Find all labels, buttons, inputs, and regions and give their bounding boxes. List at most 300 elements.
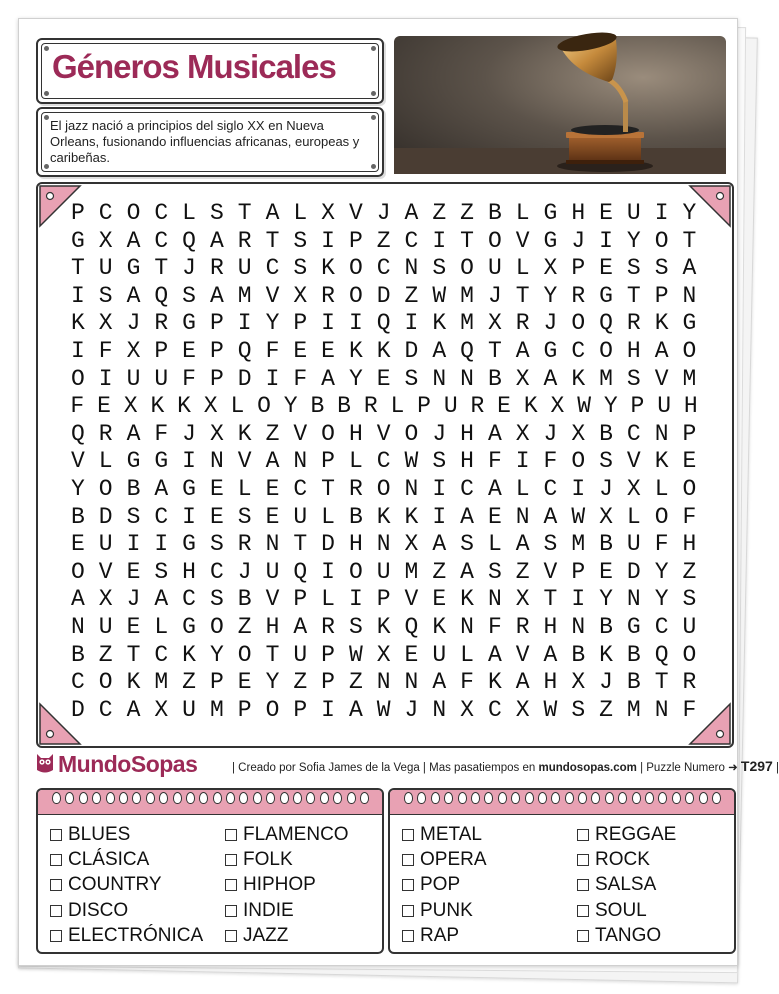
grid-letter[interactable]: S bbox=[682, 586, 697, 613]
grid-letter[interactable]: Z bbox=[182, 669, 196, 696]
grid-letter[interactable]: R bbox=[363, 393, 378, 420]
grid-letter[interactable]: N bbox=[571, 613, 586, 640]
word-list-item[interactable] bbox=[402, 822, 487, 847]
grid-letter[interactable]: O bbox=[70, 365, 85, 392]
grid-letter[interactable]: V bbox=[265, 586, 280, 613]
grid-letter[interactable]: O bbox=[348, 282, 363, 309]
grid-letter[interactable]: N bbox=[404, 255, 419, 282]
grid-letter[interactable]: E bbox=[97, 393, 111, 420]
grid-letter[interactable]: H bbox=[543, 613, 558, 640]
grid-letter[interactable]: Z bbox=[237, 613, 252, 640]
grid-letter[interactable]: T bbox=[626, 282, 641, 309]
grid-letter[interactable]: P bbox=[209, 365, 224, 392]
grid-letter[interactable]: E bbox=[126, 613, 141, 640]
grid-letter[interactable]: G bbox=[182, 475, 196, 502]
grid-letter[interactable]: E bbox=[209, 503, 224, 530]
grid-letter[interactable]: L bbox=[230, 393, 245, 420]
grid-letter[interactable]: I bbox=[70, 337, 85, 364]
grid-letter[interactable]: C bbox=[626, 420, 641, 447]
grid-letter[interactable]: D bbox=[404, 337, 419, 364]
grid-letter[interactable]: C bbox=[376, 255, 391, 282]
grid-letter[interactable]: U bbox=[487, 255, 502, 282]
word-list-item[interactable] bbox=[225, 923, 349, 948]
grid-letter[interactable]: C bbox=[98, 200, 113, 226]
grid-letter[interactable]: X bbox=[203, 393, 218, 420]
grid-letter[interactable]: W bbox=[348, 641, 363, 668]
grid-letter[interactable]: R bbox=[626, 310, 641, 337]
word-list-item[interactable] bbox=[50, 847, 203, 872]
grid-letter[interactable]: B bbox=[126, 475, 141, 502]
word-list-item[interactable] bbox=[225, 873, 349, 898]
grid-letter[interactable]: O bbox=[265, 696, 280, 723]
grid-letter[interactable]: U bbox=[657, 393, 672, 420]
checkbox-icon[interactable] bbox=[50, 879, 62, 891]
grid-letter[interactable]: A bbox=[487, 641, 502, 668]
grid-letter[interactable]: S bbox=[209, 586, 224, 613]
word-list-item[interactable] bbox=[577, 822, 676, 847]
grid-letter[interactable]: B bbox=[70, 641, 85, 668]
grid-letter[interactable]: I bbox=[126, 531, 141, 558]
grid-letter[interactable]: G bbox=[543, 337, 558, 364]
grid-letter[interactable]: A bbox=[515, 337, 530, 364]
grid-letter[interactable]: X bbox=[209, 420, 224, 447]
grid-letter[interactable]: I bbox=[265, 365, 280, 392]
grid-letter[interactable]: J bbox=[182, 420, 196, 447]
grid-letter[interactable]: R bbox=[515, 613, 530, 640]
grid-letter[interactable]: W bbox=[432, 282, 447, 309]
grid-letter[interactable]: B bbox=[599, 531, 613, 558]
word-list-item[interactable] bbox=[50, 898, 203, 923]
grid-letter[interactable]: X bbox=[98, 310, 113, 337]
grid-letter[interactable]: M bbox=[682, 365, 697, 392]
grid-letter[interactable]: U bbox=[626, 200, 641, 226]
grid-letter[interactable]: I bbox=[70, 282, 85, 309]
grid-letter[interactable]: P bbox=[376, 586, 391, 613]
grid-letter[interactable]: V bbox=[626, 448, 641, 475]
grid-letter[interactable]: A bbox=[209, 227, 224, 254]
grid-letter[interactable]: A bbox=[460, 503, 474, 530]
grid-letter[interactable]: V bbox=[265, 282, 280, 309]
grid-letter[interactable]: C bbox=[154, 641, 169, 668]
grid-letter[interactable]: H bbox=[543, 669, 558, 696]
grid-letter[interactable]: X bbox=[550, 393, 565, 420]
grid-letter[interactable]: L bbox=[515, 475, 530, 502]
grid-letter[interactable]: I bbox=[348, 586, 363, 613]
grid-letter[interactable]: W bbox=[376, 696, 391, 723]
grid-letter[interactable]: Q bbox=[654, 641, 669, 668]
grid-letter[interactable]: H bbox=[182, 558, 196, 585]
grid-letter[interactable]: K bbox=[432, 310, 447, 337]
grid-letter[interactable]: A bbox=[543, 641, 558, 668]
grid-letter[interactable]: P bbox=[209, 669, 224, 696]
grid-letter[interactable]: E bbox=[126, 558, 141, 585]
grid-letter[interactable]: X bbox=[293, 282, 308, 309]
grid-letter[interactable]: I bbox=[432, 475, 447, 502]
grid-letter[interactable]: W bbox=[543, 696, 558, 723]
grid-letter[interactable]: L bbox=[348, 448, 363, 475]
grid-letter[interactable]: E bbox=[599, 200, 613, 226]
grid-letter[interactable]: K bbox=[321, 255, 335, 282]
grid-letter[interactable]: P bbox=[209, 310, 224, 337]
checkbox-icon[interactable] bbox=[225, 905, 237, 917]
grid-letter[interactable]: J bbox=[126, 310, 141, 337]
grid-letter[interactable]: P bbox=[293, 310, 308, 337]
grid-letter[interactable]: N bbox=[376, 669, 391, 696]
grid-letter[interactable]: A bbox=[154, 586, 169, 613]
grid-letter[interactable]: N bbox=[376, 531, 391, 558]
grid-letter[interactable]: A bbox=[321, 365, 335, 392]
grid-letter[interactable]: K bbox=[487, 669, 502, 696]
grid-letter[interactable]: U bbox=[265, 558, 280, 585]
grid-letter[interactable]: M bbox=[460, 310, 474, 337]
grid-letter[interactable]: U bbox=[98, 255, 113, 282]
grid-letter[interactable]: I bbox=[321, 696, 335, 723]
grid-letter[interactable]: Q bbox=[154, 282, 169, 309]
grid-letter[interactable]: K bbox=[404, 503, 419, 530]
grid-letter[interactable]: E bbox=[487, 503, 502, 530]
grid-letter[interactable]: G bbox=[543, 200, 558, 226]
grid-letter[interactable]: P bbox=[237, 696, 252, 723]
grid-letter[interactable]: D bbox=[376, 282, 391, 309]
checkbox-icon[interactable] bbox=[50, 905, 62, 917]
grid-letter[interactable]: G bbox=[126, 255, 141, 282]
grid-letter[interactable]: S bbox=[571, 696, 586, 723]
grid-letter[interactable]: W bbox=[577, 393, 591, 420]
grid-letter[interactable]: Y bbox=[654, 586, 669, 613]
grid-letter[interactable]: K bbox=[376, 337, 391, 364]
grid-letter[interactable]: L bbox=[654, 475, 669, 502]
grid-letter[interactable]: V bbox=[654, 365, 669, 392]
grid-letter[interactable]: X bbox=[460, 696, 474, 723]
grid-letter[interactable]: M bbox=[154, 669, 169, 696]
grid-letter[interactable]: E bbox=[209, 475, 224, 502]
grid-letter[interactable]: I bbox=[571, 475, 586, 502]
checkbox-icon[interactable] bbox=[577, 854, 589, 866]
grid-letter[interactable]: W bbox=[571, 503, 586, 530]
grid-letter[interactable]: A bbox=[487, 420, 502, 447]
grid-letter[interactable]: K bbox=[460, 586, 474, 613]
grid-letter[interactable]: R bbox=[348, 475, 363, 502]
grid-letter[interactable]: N bbox=[654, 420, 669, 447]
grid-letter[interactable]: F bbox=[682, 696, 697, 723]
grid-letter[interactable]: C bbox=[404, 227, 419, 254]
grid-letter[interactable]: S bbox=[487, 558, 502, 585]
grid-letter[interactable]: Y bbox=[265, 669, 280, 696]
grid-letter[interactable]: T bbox=[265, 641, 280, 668]
grid-letter[interactable]: M bbox=[626, 696, 641, 723]
grid-letter[interactable]: D bbox=[237, 365, 252, 392]
grid-letter[interactable]: U bbox=[293, 503, 308, 530]
grid-letter[interactable]: P bbox=[417, 393, 431, 420]
grid-letter[interactable]: O bbox=[682, 641, 697, 668]
grid-letter[interactable]: K bbox=[376, 613, 391, 640]
grid-letter[interactable]: R bbox=[515, 310, 530, 337]
checkbox-icon[interactable] bbox=[402, 905, 414, 917]
grid-letter[interactable]: P bbox=[154, 337, 169, 364]
grid-letter[interactable]: V bbox=[237, 448, 252, 475]
grid-letter[interactable]: I bbox=[182, 503, 196, 530]
grid-letter[interactable]: O bbox=[599, 337, 613, 364]
grid-letter[interactable]: B bbox=[487, 365, 502, 392]
grid-letter[interactable]: M bbox=[237, 282, 252, 309]
grid-letter[interactable]: I bbox=[237, 310, 252, 337]
grid-letter[interactable]: O bbox=[348, 558, 363, 585]
grid-letter[interactable]: X bbox=[515, 365, 530, 392]
letter-grid[interactable] bbox=[64, 200, 704, 724]
grid-letter[interactable]: S bbox=[237, 503, 252, 530]
grid-letter[interactable]: K bbox=[126, 669, 141, 696]
grid-letter[interactable]: I bbox=[321, 310, 335, 337]
grid-letter[interactable]: F bbox=[654, 531, 669, 558]
grid-letter[interactable]: Z bbox=[376, 227, 391, 254]
grid-letter[interactable]: J bbox=[126, 586, 141, 613]
grid-letter[interactable]: E bbox=[682, 448, 697, 475]
grid-letter[interactable]: U bbox=[626, 531, 641, 558]
grid-letter[interactable]: T bbox=[487, 337, 502, 364]
grid-letter[interactable]: D bbox=[321, 531, 335, 558]
grid-letter[interactable]: P bbox=[321, 448, 335, 475]
grid-letter[interactable]: E bbox=[265, 475, 280, 502]
grid-letter[interactable]: V bbox=[543, 558, 558, 585]
grid-letter[interactable]: N bbox=[460, 365, 474, 392]
checkbox-icon[interactable] bbox=[225, 829, 237, 841]
grid-letter[interactable]: H bbox=[460, 448, 474, 475]
grid-letter[interactable]: T bbox=[543, 586, 558, 613]
grid-letter[interactable]: H bbox=[348, 531, 363, 558]
grid-letter[interactable]: Y bbox=[654, 558, 669, 585]
grid-letter[interactable]: U bbox=[98, 613, 113, 640]
grid-letter[interactable]: S bbox=[432, 448, 447, 475]
grid-letter[interactable]: N bbox=[265, 531, 280, 558]
grid-letter[interactable]: Q bbox=[237, 337, 252, 364]
grid-letter[interactable]: X bbox=[515, 696, 530, 723]
grid-letter[interactable]: S bbox=[293, 255, 308, 282]
checkbox-icon[interactable] bbox=[225, 854, 237, 866]
grid-letter[interactable]: H bbox=[460, 420, 474, 447]
grid-letter[interactable]: X bbox=[487, 310, 502, 337]
grid-letter[interactable]: O bbox=[682, 337, 697, 364]
grid-letter[interactable]: J bbox=[571, 227, 586, 254]
word-list-item[interactable] bbox=[50, 822, 203, 847]
word-list-item[interactable] bbox=[577, 847, 676, 872]
grid-letter[interactable]: I bbox=[348, 310, 363, 337]
grid-letter[interactable]: P bbox=[630, 393, 645, 420]
grid-letter[interactable]: J bbox=[376, 200, 391, 226]
word-list-item[interactable] bbox=[402, 923, 487, 948]
grid-letter[interactable]: O bbox=[257, 393, 271, 420]
grid-letter[interactable]: F bbox=[682, 503, 697, 530]
grid-letter[interactable]: M bbox=[404, 558, 419, 585]
grid-letter[interactable]: F bbox=[460, 669, 474, 696]
grid-letter[interactable]: B bbox=[337, 393, 351, 420]
grid-letter[interactable]: J bbox=[543, 420, 558, 447]
grid-letter[interactable]: C bbox=[543, 475, 558, 502]
grid-letter[interactable]: C bbox=[98, 696, 113, 723]
grid-letter[interactable]: O bbox=[487, 227, 502, 254]
grid-letter[interactable]: Q bbox=[599, 310, 613, 337]
grid-letter[interactable]: N bbox=[654, 696, 669, 723]
grid-letter[interactable]: K bbox=[70, 310, 85, 337]
grid-letter[interactable]: F bbox=[98, 337, 113, 364]
grid-letter[interactable]: E bbox=[293, 337, 308, 364]
grid-letter[interactable]: F bbox=[265, 337, 280, 364]
grid-letter[interactable]: E bbox=[404, 641, 419, 668]
grid-letter[interactable]: H bbox=[683, 393, 698, 420]
grid-letter[interactable]: R bbox=[571, 282, 586, 309]
grid-letter[interactable]: O bbox=[70, 558, 85, 585]
grid-letter[interactable]: A bbox=[126, 282, 141, 309]
grid-letter[interactable]: N bbox=[404, 669, 419, 696]
grid-letter[interactable]: R bbox=[682, 669, 697, 696]
grid-letter[interactable]: O bbox=[404, 420, 419, 447]
grid-letter[interactable]: R bbox=[321, 282, 335, 309]
checkbox-icon[interactable] bbox=[577, 905, 589, 917]
grid-letter[interactable]: O bbox=[654, 227, 669, 254]
checkbox-icon[interactable] bbox=[402, 854, 414, 866]
grid-letter[interactable]: R bbox=[154, 310, 169, 337]
grid-letter[interactable]: Y bbox=[70, 475, 85, 502]
word-list-item[interactable] bbox=[225, 898, 349, 923]
grid-letter[interactable]: O bbox=[126, 200, 141, 226]
grid-letter[interactable]: T bbox=[126, 641, 141, 668]
grid-letter[interactable]: J bbox=[599, 669, 613, 696]
checkbox-icon[interactable] bbox=[402, 879, 414, 891]
grid-letter[interactable]: C bbox=[487, 696, 502, 723]
grid-letter[interactable]: E bbox=[432, 586, 447, 613]
grid-letter[interactable]: L bbox=[515, 255, 530, 282]
word-list-item[interactable] bbox=[577, 898, 676, 923]
grid-letter[interactable]: O bbox=[209, 613, 224, 640]
grid-letter[interactable]: H bbox=[265, 613, 280, 640]
grid-letter[interactable]: U bbox=[237, 255, 252, 282]
grid-letter[interactable]: P bbox=[682, 420, 697, 447]
grid-letter[interactable]: X bbox=[376, 641, 391, 668]
grid-letter[interactable]: C bbox=[154, 503, 169, 530]
grid-letter[interactable]: A bbox=[682, 255, 697, 282]
grid-letter[interactable]: O bbox=[682, 475, 697, 502]
grid-letter[interactable]: T bbox=[515, 282, 530, 309]
grid-letter[interactable]: H bbox=[571, 200, 586, 226]
grid-letter[interactable]: L bbox=[98, 448, 113, 475]
grid-letter[interactable]: R bbox=[209, 255, 224, 282]
grid-letter[interactable]: E bbox=[265, 503, 280, 530]
grid-letter[interactable]: L bbox=[154, 613, 169, 640]
grid-letter[interactable]: V bbox=[98, 558, 113, 585]
grid-letter[interactable]: U bbox=[443, 393, 458, 420]
grid-letter[interactable]: Y bbox=[283, 393, 298, 420]
grid-letter[interactable]: C bbox=[376, 448, 391, 475]
grid-letter[interactable]: S bbox=[182, 282, 196, 309]
grid-letter[interactable]: P bbox=[571, 558, 586, 585]
grid-letter[interactable]: D bbox=[98, 503, 113, 530]
grid-letter[interactable]: Y bbox=[209, 641, 224, 668]
grid-letter[interactable]: B bbox=[487, 200, 502, 226]
grid-letter[interactable]: K bbox=[376, 503, 391, 530]
grid-letter[interactable]: T bbox=[460, 227, 474, 254]
grid-letter[interactable]: Z bbox=[265, 420, 280, 447]
grid-letter[interactable]: C bbox=[182, 586, 196, 613]
grid-letter[interactable]: C bbox=[571, 337, 586, 364]
grid-letter[interactable]: I bbox=[515, 448, 530, 475]
grid-letter[interactable]: K bbox=[523, 393, 538, 420]
grid-letter[interactable]: Q bbox=[460, 337, 474, 364]
grid-letter[interactable]: Q bbox=[70, 420, 85, 447]
grid-letter[interactable]: L bbox=[321, 586, 335, 613]
grid-letter[interactable]: S bbox=[432, 255, 447, 282]
grid-letter[interactable]: J bbox=[237, 558, 252, 585]
grid-letter[interactable]: N bbox=[404, 475, 419, 502]
grid-letter[interactable]: I bbox=[432, 227, 447, 254]
grid-letter[interactable]: Y bbox=[682, 200, 697, 226]
grid-letter[interactable]: O bbox=[98, 475, 113, 502]
grid-letter[interactable]: S bbox=[126, 503, 141, 530]
grid-letter[interactable]: C bbox=[460, 475, 474, 502]
word-list-item[interactable] bbox=[402, 898, 487, 923]
grid-letter[interactable]: Z bbox=[348, 669, 363, 696]
grid-letter[interactable]: R bbox=[237, 227, 252, 254]
grid-letter[interactable]: B bbox=[310, 393, 325, 420]
grid-letter[interactable]: U bbox=[126, 365, 141, 392]
grid-letter[interactable]: V bbox=[376, 420, 391, 447]
grid-letter[interactable]: X bbox=[571, 420, 586, 447]
grid-letter[interactable]: Y bbox=[348, 365, 363, 392]
word-list-item[interactable] bbox=[402, 847, 487, 872]
grid-letter[interactable]: Q bbox=[182, 227, 196, 254]
grid-letter[interactable]: Z bbox=[432, 200, 447, 226]
grid-letter[interactable]: P bbox=[321, 641, 335, 668]
word-list-item[interactable] bbox=[50, 923, 203, 948]
grid-letter[interactable]: X bbox=[626, 475, 641, 502]
grid-letter[interactable]: N bbox=[515, 503, 530, 530]
grid-letter[interactable]: U bbox=[293, 641, 308, 668]
grid-letter[interactable]: S bbox=[599, 448, 613, 475]
grid-letter[interactable]: L bbox=[293, 200, 308, 226]
grid-letter[interactable]: J bbox=[543, 310, 558, 337]
grid-letter[interactable]: N bbox=[293, 448, 308, 475]
grid-letter[interactable]: F bbox=[154, 420, 169, 447]
grid-letter[interactable]: Q bbox=[376, 310, 391, 337]
grid-letter[interactable]: F bbox=[543, 448, 558, 475]
grid-letter[interactable]: X bbox=[515, 420, 530, 447]
grid-letter[interactable]: W bbox=[404, 448, 419, 475]
grid-letter[interactable]: A bbox=[126, 420, 141, 447]
grid-letter[interactable]: A bbox=[654, 337, 669, 364]
grid-letter[interactable]: N bbox=[209, 448, 224, 475]
grid-letter[interactable]: A bbox=[348, 696, 363, 723]
grid-letter[interactable]: C bbox=[209, 558, 224, 585]
checkbox-icon[interactable] bbox=[577, 930, 589, 942]
grid-letter[interactable]: R bbox=[321, 613, 335, 640]
grid-letter[interactable]: Y bbox=[603, 393, 618, 420]
grid-letter[interactable]: P bbox=[209, 337, 224, 364]
grid-letter[interactable]: Z bbox=[404, 282, 419, 309]
grid-letter[interactable]: I bbox=[182, 448, 196, 475]
grid-letter[interactable]: K bbox=[599, 641, 613, 668]
grid-letter[interactable]: P bbox=[293, 696, 308, 723]
grid-letter[interactable]: T bbox=[321, 475, 335, 502]
grid-letter[interactable]: G bbox=[182, 531, 196, 558]
grid-letter[interactable]: O bbox=[376, 475, 391, 502]
word-list-item[interactable] bbox=[50, 873, 203, 898]
grid-letter[interactable]: S bbox=[154, 558, 169, 585]
grid-letter[interactable]: L bbox=[515, 200, 530, 226]
word-list-item[interactable] bbox=[577, 873, 676, 898]
grid-letter[interactable]: P bbox=[348, 227, 363, 254]
grid-letter[interactable]: I bbox=[321, 227, 335, 254]
grid-letter[interactable]: B bbox=[571, 641, 586, 668]
grid-letter[interactable]: S bbox=[348, 613, 363, 640]
grid-letter[interactable]: C bbox=[293, 475, 308, 502]
